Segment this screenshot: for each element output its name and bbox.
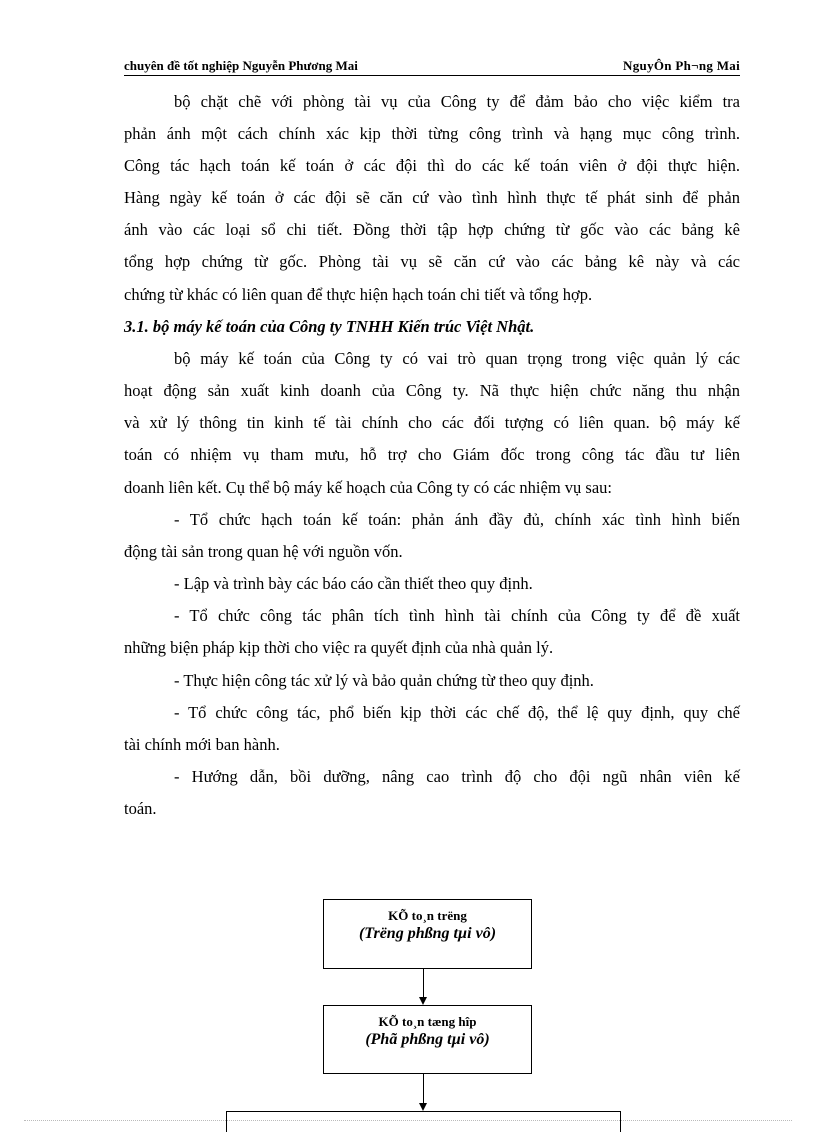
chief-accountant-subtitle: (Trëng phßng tµi vô)	[358, 925, 497, 942]
header-left-title: chuyên đề tốt nghiệp Nguyễn Phương Mai	[124, 58, 358, 73]
text-line: tổng hợp chứng từ gốc. Phòng tài vụ sẽ căn cứ vào các bảng kê này và các	[124, 252, 740, 271]
general-accountant-subtitle: (Phã phßng tµi vô)	[365, 1031, 490, 1048]
general-accountant-box	[323, 1005, 532, 1074]
text-line: hoạt động sản xuất kinh doanh của Công ty. Nã thực hiện chức năng thu nhận	[124, 381, 740, 400]
text-line: ánh vào các loại sổ chi tiết. Đồng thời tập hợp chứng từ gốc vào các bảng kê	[124, 220, 740, 239]
arrow-down-icon	[419, 1103, 427, 1111]
connector-line	[423, 1073, 424, 1104]
header-right-author: NguyÔn Ph¬ng Mai	[623, 58, 740, 73]
chief-accountant-title: KÕ to¸n trëng	[388, 908, 467, 923]
text-line: tài chính mới ban hành.	[124, 735, 280, 754]
text-line: phản ánh một cách chính xác kịp thời từng công trình và hạng mục công trình.	[124, 124, 740, 143]
text-line: những biện pháp kịp thời cho việc ra quyết định của nhà quản lý.	[124, 638, 554, 657]
text-line: bộ chặt chẽ với phòng tài vụ của Công ty để đảm bảo cho việc kiểm tra	[174, 92, 740, 111]
text-line: Hàng ngày kế toán ở các đội sẽ căn cứ vào tình hình thực tế phát sinh để phản	[124, 188, 740, 207]
text-line: - Tổ chức công tác, phổ biến kịp thời các chế độ, thể lệ quy định, quy chế	[174, 703, 740, 722]
text-line: Công tác hạch toán kế toán ở các đội thì do các kế toán viên ở đội thực hiện.	[124, 156, 740, 175]
text-line: - Tổ chức hạch toán kế toán: phản ánh đầy đủ, chính xác tình hình biến	[174, 510, 740, 529]
text-line: doanh liên kết. Cụ thể bộ máy kế hoạch của Công ty có các nhiệm vụ sau:	[124, 478, 612, 497]
text-line: - Thực hiện công tác xử lý và bảo quản chứng từ theo quy định.	[174, 671, 594, 690]
text-line: - Hướng dẫn, bồi dưỡng, nâng cao trình độ cho đội ngũ nhân viên kế	[174, 767, 740, 786]
general-accountant-title: KÕ to¸n tæng hîp	[378, 1014, 477, 1029]
text-line: toán có nhiệm vụ tham mưu, hỗ trợ cho Giám đốc trong công tác đầu tư liên	[124, 445, 740, 464]
text-line: động tài sản trong quan hệ với nguồn vốn.	[124, 542, 403, 561]
text-line: toán.	[124, 799, 157, 818]
page-break-divider	[24, 1120, 792, 1121]
chief-accountant-box	[323, 899, 532, 969]
text-line: chứng từ khác có liên quan để thực hiện hạch toán chi tiết và tổng hợp.	[124, 285, 593, 304]
text-line: bộ máy kế toán của Công ty có vai trò quan trọng trong việc quản lý các	[174, 349, 740, 368]
text-line: - Tổ chức công tác phân tích tình hình tài chính của Công ty để đề xuất	[174, 606, 740, 625]
section-heading: 3.1. bộ máy kế toán của Công ty TNHH Kiến trúc Việt Nhật.	[124, 317, 535, 336]
page-header	[124, 57, 740, 76]
text-line: - Lập và trình bày các báo cáo cần thiết theo quy định.	[174, 574, 533, 593]
text-line: và xử lý thông tin kinh tế tài chính cho các đối tượng có liên quan. bộ máy kế	[124, 413, 740, 432]
arrow-down-icon	[419, 997, 427, 1005]
connector-line	[423, 968, 424, 998]
accountants-box	[226, 1111, 621, 1132]
